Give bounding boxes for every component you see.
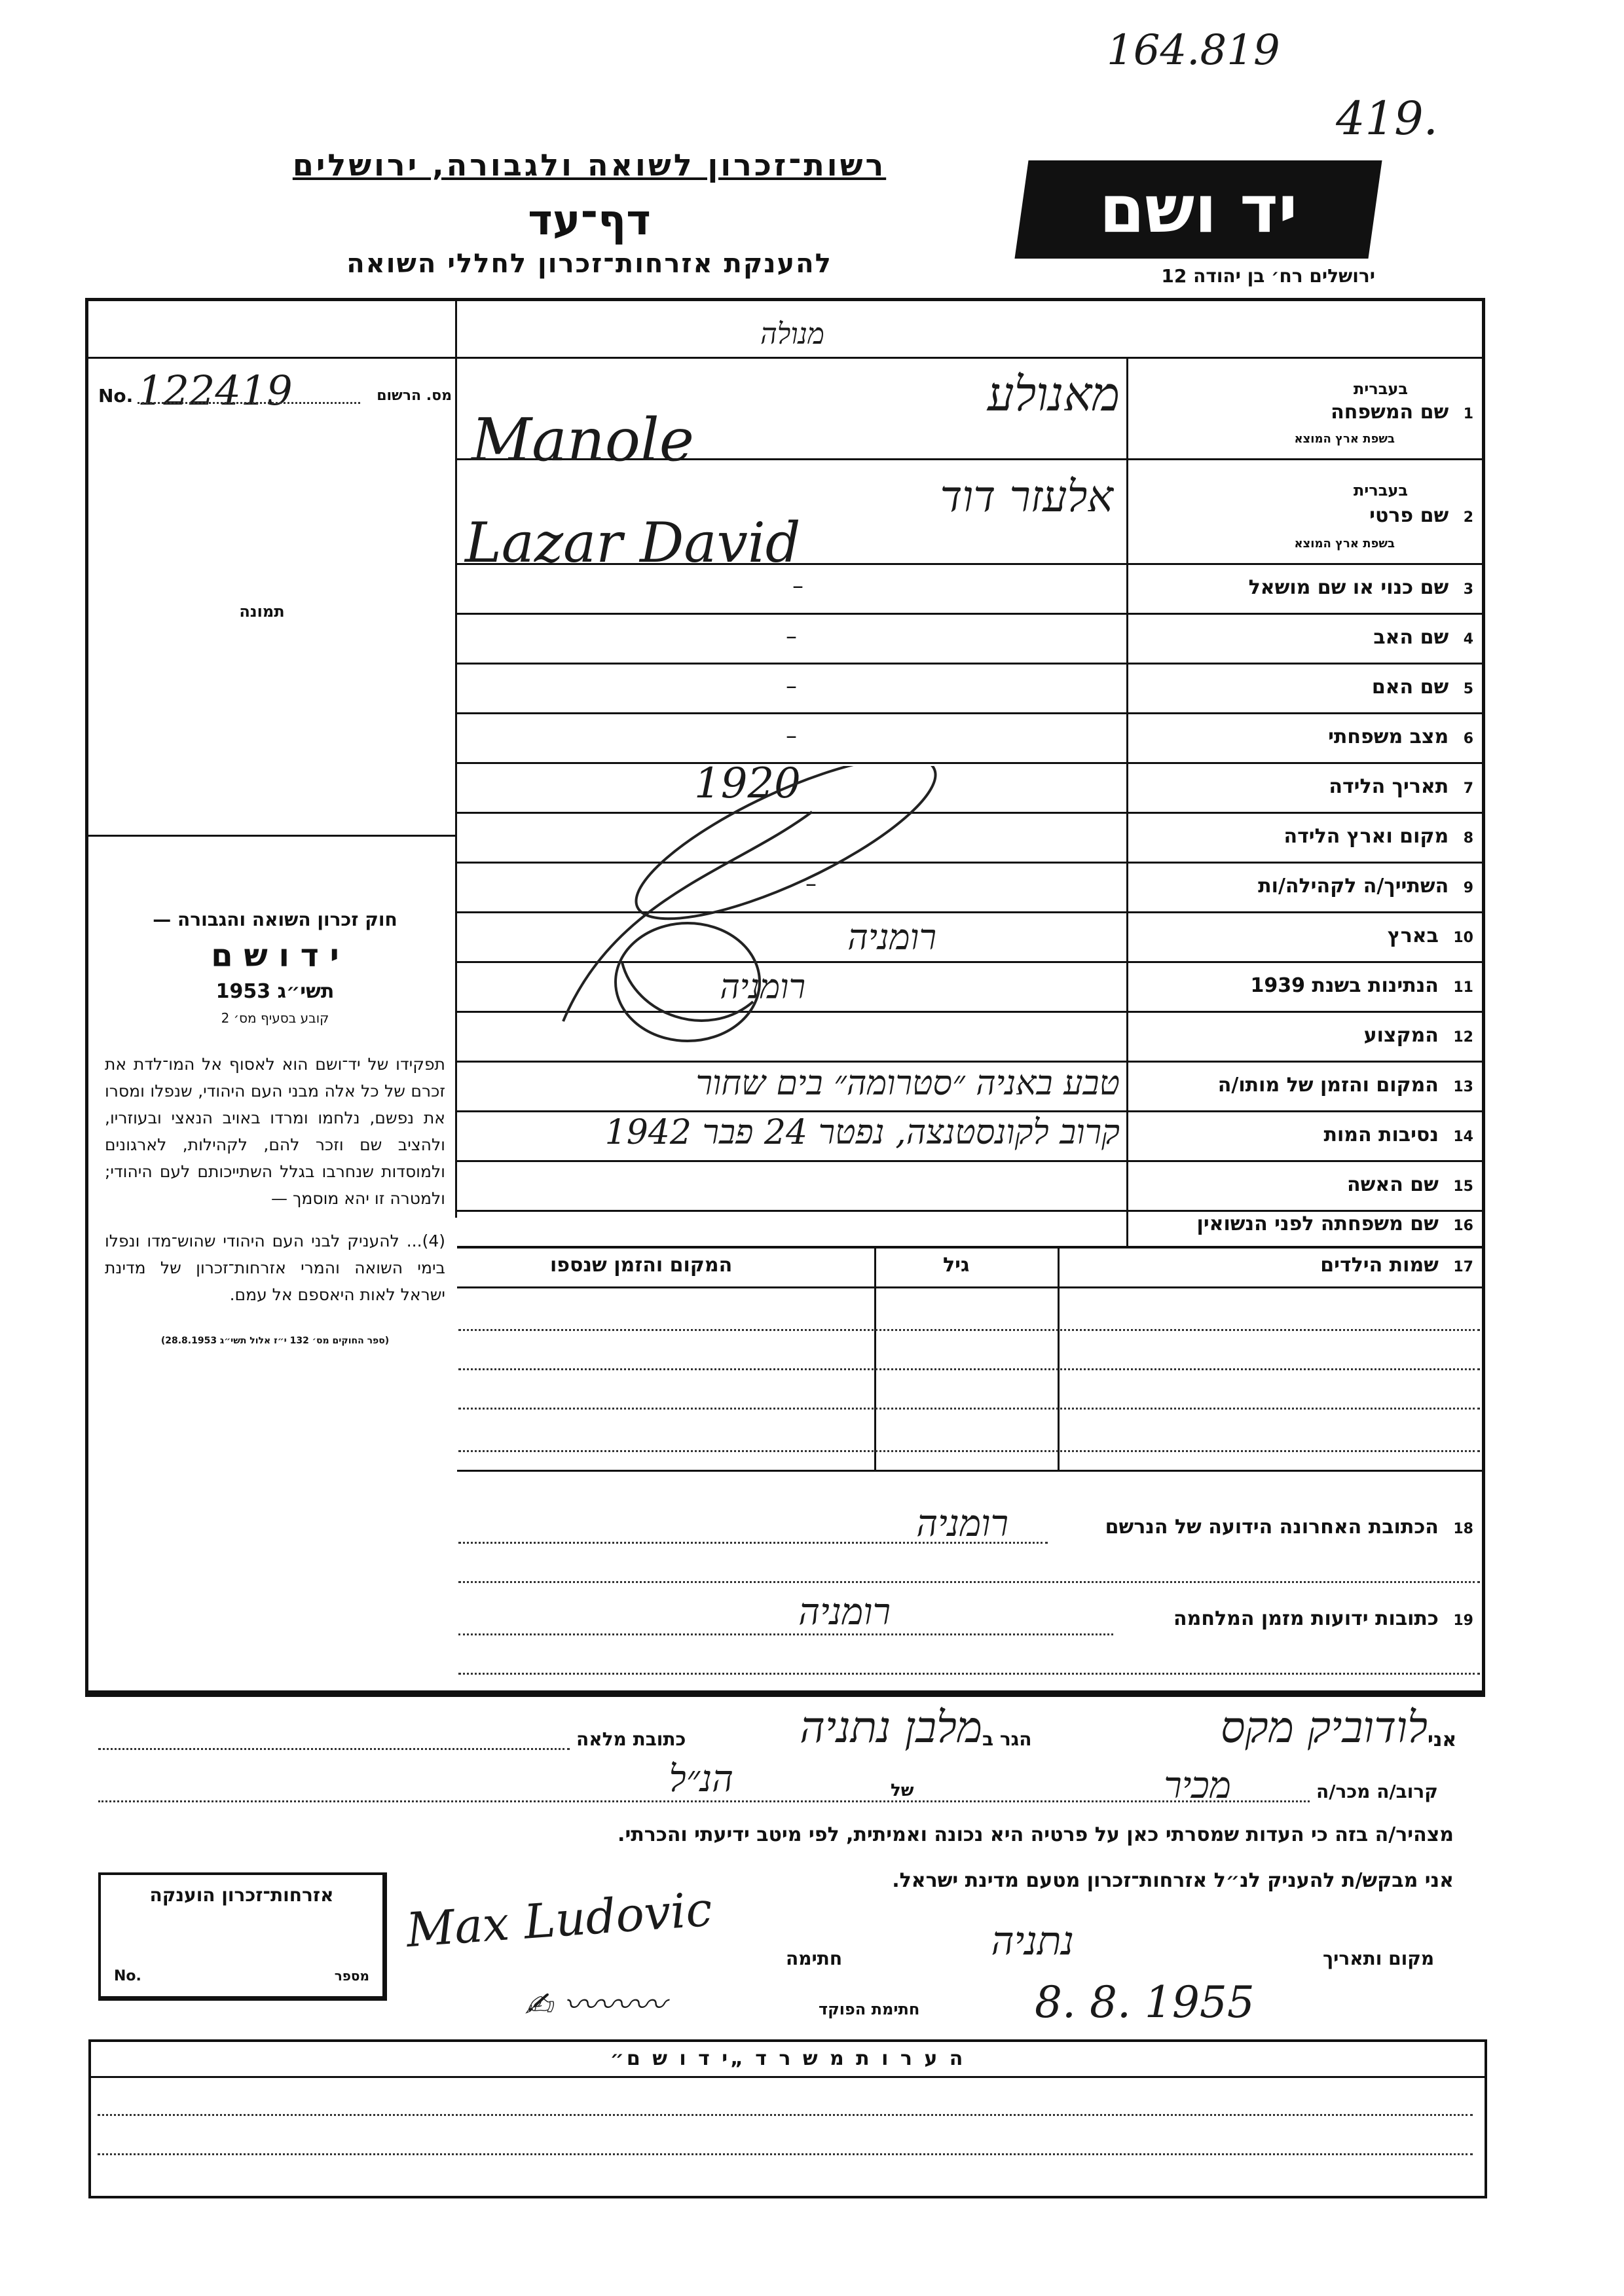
field-15-label: 15 שם האשה bbox=[1347, 1173, 1473, 1196]
decl-relation-label: קרוב/ה מכר/ה bbox=[1316, 1781, 1438, 1802]
photo-label: תמונה bbox=[239, 602, 285, 621]
children-row-2 bbox=[458, 1368, 1480, 1370]
row-line-3 bbox=[457, 613, 1482, 615]
field-1-sub-hebrew: בעברית bbox=[1353, 380, 1408, 398]
field-19-num: 19 bbox=[1453, 1613, 1473, 1629]
row-line-5 bbox=[457, 712, 1482, 714]
field-3-label: 3 שם כנוי או שם מושאל bbox=[1248, 576, 1473, 599]
children-col-names bbox=[1320, 1254, 1473, 1277]
decl-date-value: 8. 8. 1955 bbox=[1035, 1977, 1255, 2028]
children-col-divider-1 bbox=[874, 1247, 876, 1470]
field-7-value: 1920 bbox=[694, 759, 801, 808]
office-notes-line-2 bbox=[98, 2153, 1473, 2155]
field-2-value-origin: Lazar David bbox=[465, 511, 801, 575]
decl-signature: Max Ludovic bbox=[404, 1881, 714, 1958]
decl-relation-dots bbox=[98, 1800, 1310, 1802]
decl-statement-2: אני מבקש/ת להעניק לנ״ל אזרחות־זכרון מטעם מדינת ישראל. bbox=[892, 1869, 1454, 1892]
field-11-value: רומניה bbox=[720, 968, 805, 1007]
field-4-label-text: שם האב bbox=[1373, 626, 1449, 649]
law-box bbox=[105, 907, 445, 1354]
field-3-label-text: שם כנוי או שם מושאל bbox=[1248, 576, 1449, 599]
field-19-value: רומניה bbox=[798, 1591, 891, 1633]
logo-text: יד ושם bbox=[1099, 171, 1298, 247]
row-line-6 bbox=[457, 762, 1482, 764]
field-19-dots bbox=[458, 1633, 1113, 1635]
office-notes-title: ה ע ר ו ת מ ש ר ד „י ד ו ש ם״ bbox=[610, 2047, 966, 2070]
field-5-label-text: שם האם bbox=[1371, 676, 1449, 699]
field-5-label: 5 שם האם bbox=[1371, 676, 1473, 699]
field-14-label-text: נסיבות המות bbox=[1323, 1123, 1439, 1146]
field-2-sub-hebrew: בעברית bbox=[1353, 481, 1408, 500]
field-1-value-origin: Manole bbox=[471, 406, 695, 475]
decl-city: מלבן נתניה bbox=[800, 1702, 982, 1753]
field-15-label-text: שם האשה bbox=[1347, 1173, 1439, 1196]
children-col-age: גיל bbox=[943, 1254, 970, 1277]
field-10-label-text: בארץ bbox=[1387, 924, 1439, 947]
field-18-dots-2 bbox=[458, 1581, 1480, 1583]
citizenship-box-number-label: מספר bbox=[334, 1968, 369, 1984]
row-line-12 bbox=[457, 1061, 1482, 1063]
law-clause-ref: קובע בסעיף מס׳ 2 bbox=[221, 1010, 329, 1026]
scribble-mark bbox=[537, 766, 1061, 1054]
children-row-1 bbox=[458, 1329, 1480, 1331]
registration-dots bbox=[138, 402, 360, 404]
decl-name: לודוביק מקס bbox=[1220, 1702, 1428, 1753]
office-notes-box bbox=[88, 2039, 1487, 2198]
field-2-label: 2 שם פרטי bbox=[1369, 504, 1473, 527]
field-9-label-text: השתייך/ה לקהילה/ות bbox=[1258, 875, 1449, 898]
field-6-value: – bbox=[786, 723, 797, 749]
field-19-label-text: כתובות ידועות מזמן המלחמה bbox=[1173, 1607, 1439, 1630]
decl-resides: הגר ב bbox=[982, 1728, 1032, 1750]
decl-full-address: כתובת מלאה bbox=[576, 1728, 686, 1750]
field-19-dots-2 bbox=[458, 1673, 1480, 1675]
citizenship-box-title: אזרחות־זכרון הוענקה bbox=[149, 1884, 334, 1906]
decl-signature-label: חתימה bbox=[786, 1948, 843, 1969]
citizenship-box bbox=[98, 1872, 387, 2001]
frame-divider-left bbox=[455, 301, 457, 1218]
citizenship-box-no: No. bbox=[114, 1968, 141, 1984]
row-line-13 bbox=[457, 1110, 1482, 1112]
field-2-label-text: שם פרטי bbox=[1369, 504, 1449, 527]
field-13-value: טבע באניה ״סטרומה״ בים שחור bbox=[695, 1064, 1120, 1103]
decl-relation-value: מכיר bbox=[1164, 1764, 1231, 1807]
children-bottom-line bbox=[457, 1470, 1482, 1472]
field-2-value-hebrew: אלעזר דוד bbox=[940, 471, 1113, 522]
row-line-14 bbox=[457, 1160, 1482, 1162]
children-col-divider-2 bbox=[1058, 1247, 1060, 1470]
authority-name: רשות־זכרון לשואה ולגבורה, ירושלים bbox=[292, 147, 887, 183]
decl-of: של bbox=[891, 1781, 914, 1800]
field-18-label-text: הכתובת האחרונה הידועה של הנרשם bbox=[1105, 1516, 1439, 1539]
top-note-divider bbox=[85, 357, 1482, 359]
field-13-label-text: המקום והזמן של מותו/ה bbox=[1217, 1074, 1439, 1097]
field-4-label: 4 שם האב bbox=[1373, 626, 1473, 649]
field-1-label-text: שם המשפחה bbox=[1331, 401, 1449, 424]
registration-field bbox=[98, 367, 452, 414]
children-row-3 bbox=[458, 1408, 1480, 1410]
field-1-label: 1 שם המשפחה bbox=[1331, 401, 1473, 424]
form-title: דף־עד bbox=[528, 196, 651, 245]
field-16-label: 16 שם משפחתה לפני הנשואין bbox=[1196, 1212, 1473, 1235]
form-subtitle: להענקת אזרחות־זכרון לחללי השואה bbox=[346, 249, 832, 279]
decl-officer-label: חתימת הפוקד bbox=[819, 2000, 920, 2018]
field-5-value: – bbox=[786, 673, 797, 699]
declaration-top-line bbox=[88, 1690, 1482, 1694]
field-2-sub-origin: בשפת ארץ המוצא bbox=[1294, 537, 1395, 551]
law-paragraph-2: (4)... להעניק לבני העם היהודי שהוש־מדו ונפלו בימי השואה והמרי אזרחות־זכרון של מדינת ישראל לאות היאספם אל עמם. bbox=[105, 1231, 445, 1304]
registration-label: מס. הרשום bbox=[377, 388, 452, 404]
field-4-value: – bbox=[786, 623, 797, 649]
field-7-label: 7 תאריך הלידה bbox=[1329, 775, 1473, 798]
archive-number-second: 419. bbox=[1336, 92, 1438, 145]
field-11-label: 11 הנתינות בשנת 1939 bbox=[1250, 974, 1473, 997]
law-yad-vashem: י ד ו ש ם bbox=[211, 938, 339, 974]
field-1-value-hebrew: מאנולע bbox=[987, 367, 1120, 422]
field-18-value: רומניה bbox=[916, 1503, 1008, 1545]
field-18-num: 18 bbox=[1453, 1521, 1473, 1537]
office-notes-line-1 bbox=[98, 2114, 1473, 2116]
field-13-label: 13 המקום והזמן של מותו/ה bbox=[1217, 1074, 1473, 1097]
office-notes-title-line bbox=[91, 2076, 1485, 2078]
decl-of-value: הנ״ל bbox=[669, 1758, 733, 1800]
row-line-15 bbox=[457, 1210, 1482, 1212]
law-citation: (ספר החוקים מס׳ 132 י״ז אלול תשי״ג 28.8.1953) bbox=[160, 1336, 390, 1346]
children-col-place: המקום והזמן שנספו bbox=[550, 1254, 733, 1277]
law-title: חוק זכרון השואה והגבורה — bbox=[153, 909, 397, 930]
field-8-label-text: מקום וארץ הלידה bbox=[1283, 825, 1449, 848]
law-paragraph-1: תפקידו של יד־ושם הוא לאסוף אל המו־לדת את זכרם של כל אלה מבני העם היהודי, שנפלו ומסרו את נפשם, נלחמו ומרדו באויב הנאצי ובעוזריו, ולהציב שם וזכר להם, לקהילות, לארגונים ולמוסדות שנחרבו בגלל השתייכותם לעם היהודי; ולמטרה זו יהא מוסמך — bbox=[105, 1055, 445, 1208]
top-note: מנולה bbox=[760, 318, 824, 351]
children-header-line bbox=[457, 1286, 1482, 1288]
field-9-label: 9 השתייך/ה לקהילה/ות bbox=[1258, 875, 1473, 898]
registration-prefix: No. bbox=[98, 385, 134, 407]
field-16-label-text: שם משפחתה לפני הנשואין bbox=[1196, 1212, 1439, 1235]
photo-box-bottom bbox=[85, 835, 456, 837]
field-10-value: רומניה bbox=[847, 917, 936, 958]
decl-place-value: נתניה bbox=[991, 1918, 1074, 1964]
decl-statement-1: מצהיר/ה בזה כי העדות שמסרתי כאן על פרטיה היא נכונה ואמיתית, לפי מיטב ידיעתי והכרתי. bbox=[618, 1823, 1454, 1846]
registration-value: 122419 bbox=[138, 367, 293, 414]
children-col-names-text: שמות הילדים bbox=[1320, 1254, 1439, 1277]
field-8-label: 8 מקום וארץ הלידה bbox=[1283, 825, 1473, 848]
labels-column-divider bbox=[1126, 359, 1128, 1246]
decl-officer-signature: ✍︎ 〰〰〰 bbox=[524, 1986, 666, 2025]
field-14-label: 14 נסיבות המות bbox=[1323, 1123, 1473, 1146]
archive-number-top: 164.819 bbox=[1107, 26, 1280, 75]
field-1-sub-origin: בשפת ארץ המוצא bbox=[1294, 432, 1395, 446]
children-row-4 bbox=[458, 1450, 1480, 1452]
field-12-label: 12 המקצוע bbox=[1363, 1024, 1473, 1047]
field-19-label bbox=[1173, 1607, 1473, 1630]
law-year: תשי״ג 1953 bbox=[215, 980, 335, 1003]
field-17-num: 17 bbox=[1453, 1259, 1473, 1275]
field-18-label bbox=[1105, 1516, 1473, 1539]
field-18-dots bbox=[458, 1542, 1048, 1544]
field-14-value: קרוב לקונסטנצה, נפטר 24 פבר 1942 bbox=[604, 1113, 1120, 1152]
field-10-label: 10 בארץ bbox=[1387, 924, 1473, 947]
field-12-label-text: המקצוע bbox=[1363, 1024, 1439, 1047]
field-11-label-text: הנתינות בשנת 1939 bbox=[1250, 974, 1439, 997]
field-7-label-text: תאריך הלידה bbox=[1329, 775, 1449, 798]
field-3-value: – bbox=[792, 573, 803, 599]
yad-vashem-logo bbox=[1014, 160, 1382, 259]
decl-place-date-label: מקום ותאריך bbox=[1323, 1948, 1435, 1969]
decl-address-dots bbox=[98, 1748, 570, 1750]
row-line-4 bbox=[457, 663, 1482, 665]
field-6-label-text: מצב משפחתי bbox=[1328, 725, 1449, 748]
citizenship-box-number bbox=[114, 1968, 369, 1984]
field-9-value: – bbox=[805, 871, 817, 897]
row-line-16 bbox=[457, 1246, 1482, 1248]
yad-vashem-address: ירושלים רח׳ בן יהודה 12 bbox=[1161, 265, 1375, 287]
field-6-label: 6 מצב משפחתי bbox=[1328, 725, 1473, 748]
decl-ani: אני bbox=[1428, 1728, 1457, 1751]
